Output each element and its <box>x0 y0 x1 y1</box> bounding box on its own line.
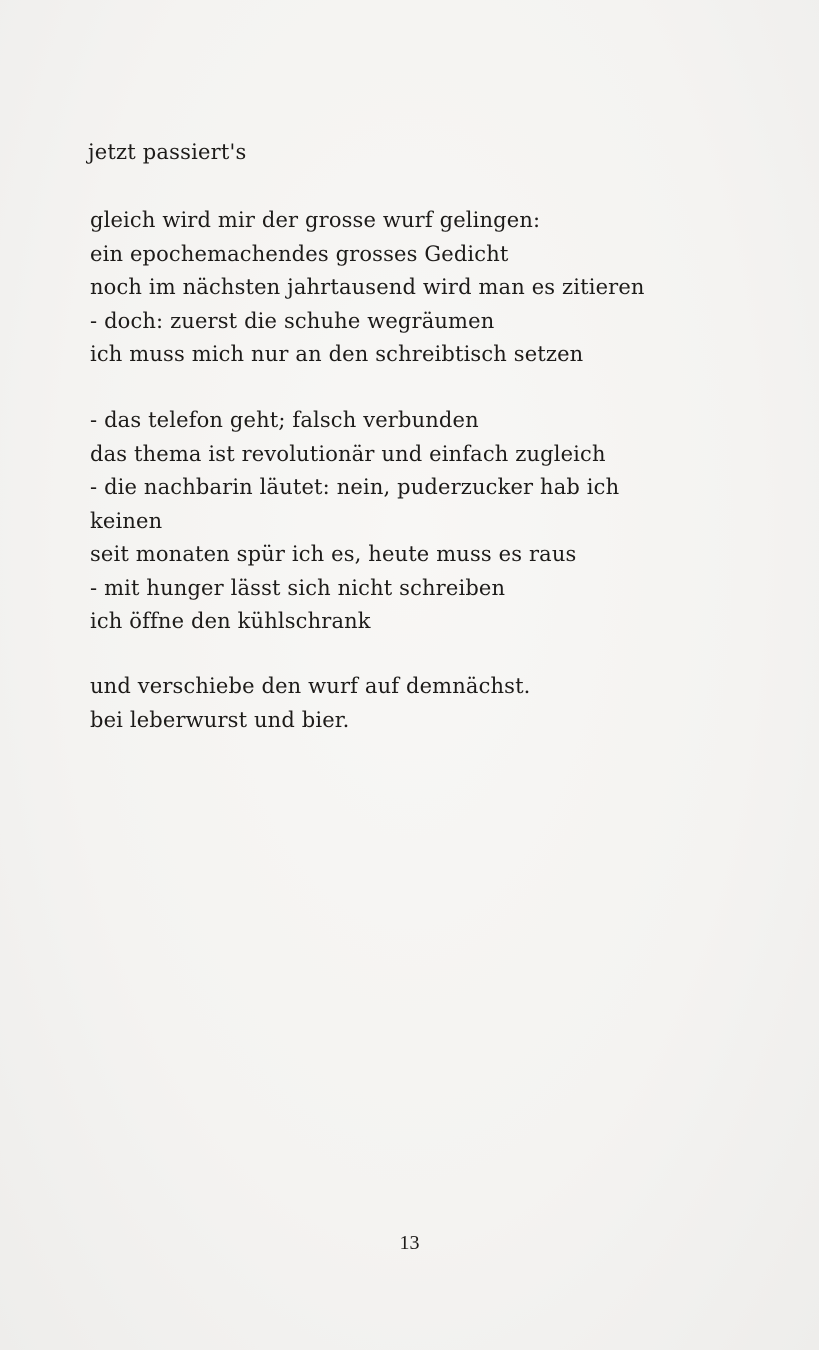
poem-line: - das telefon geht; falsch verbunden <box>90 408 479 432</box>
poem-line: und verschiebe den wurf auf demnächst. <box>90 674 531 698</box>
poem-line: gleich wird mir der grosse wurf gelingen: <box>90 208 541 232</box>
poem-line: das thema ist revolutionär und einfach zugleich <box>90 441 606 466</box>
page-number: 13 <box>399 1232 420 1254</box>
stanza-3 <box>90 670 710 737</box>
poem-line: - die nachbarin läutet: nein, puderzucker hab ich <box>90 475 620 499</box>
poem-line: ich muss mich nur an den schreibtisch setzen <box>90 342 584 366</box>
poem-line: ein epochemachendes grosses Gedicht <box>90 241 509 266</box>
poem-title: jetzt passiert's <box>88 140 247 164</box>
poem-line: noch im nächsten jahrtausend wird man es zitieren <box>90 275 645 299</box>
poem-line: - mit hunger lässt sich nicht schreiben <box>90 575 506 600</box>
poem-line: seit monaten spür ich es, heute muss es raus <box>90 542 577 566</box>
poem-line: bei leberwurst und bier. <box>90 707 350 732</box>
stanza-2 <box>90 404 710 639</box>
poem-line: keinen <box>90 508 163 533</box>
stanza-1 <box>90 204 710 372</box>
poem-line: - doch: zuerst die schuhe wegräumen <box>90 308 495 333</box>
poem-line: ich öffne den kühlschrank <box>90 609 371 633</box>
